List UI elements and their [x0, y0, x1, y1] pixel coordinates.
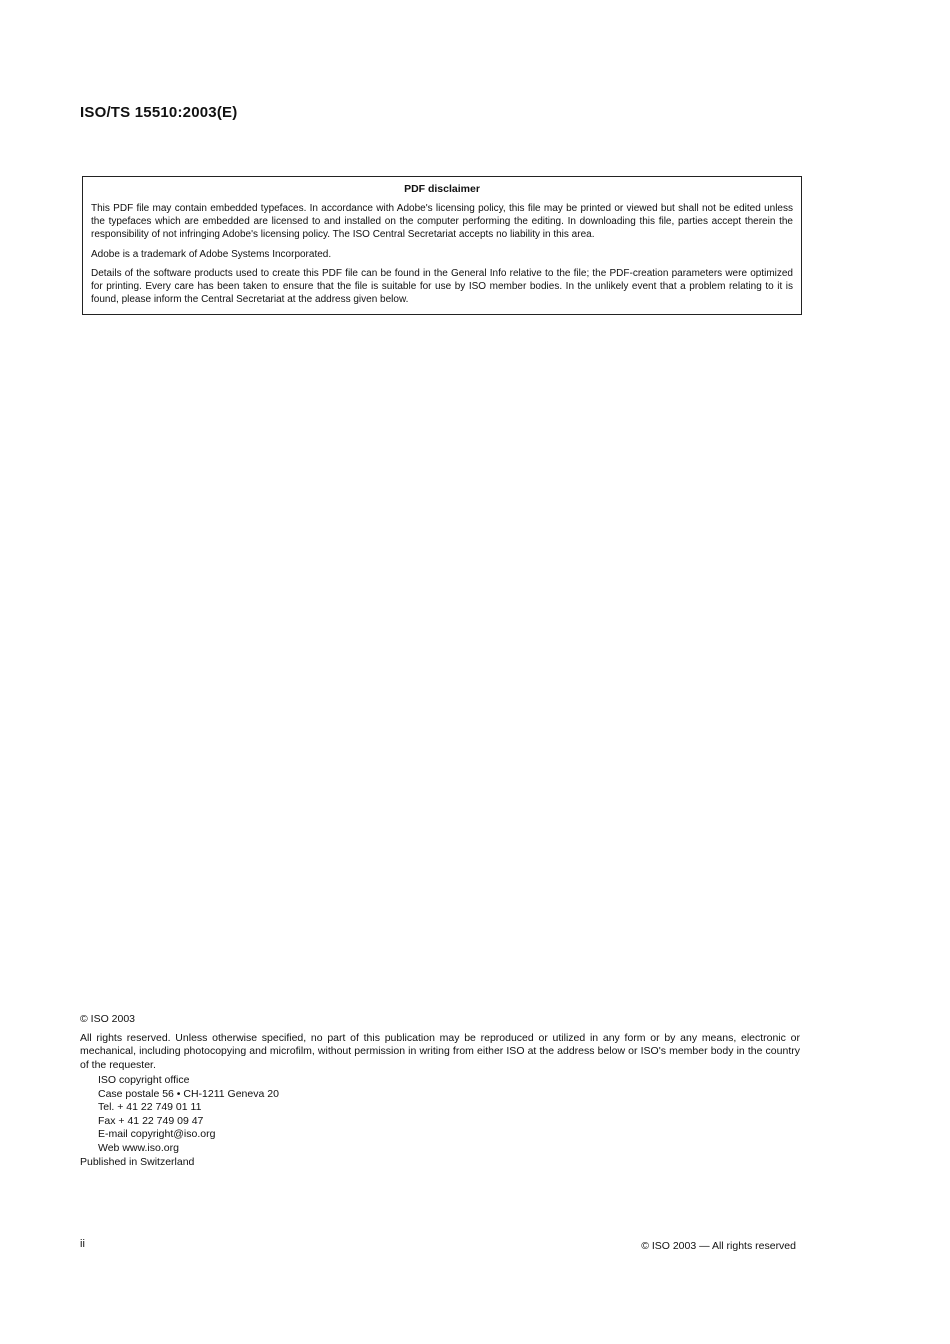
- footer-copyright: © ISO 2003 — All rights reserved: [641, 1240, 796, 1252]
- disclaimer-paragraph: This PDF file may contain embedded typefaces. In accordance with Adobe's licensing policy, this file may be printed or viewed but shall not be edited unless the typefaces which are embedded are licensed to and installed on the computer performing the editing. In downloading this file, parties accept therein the responsibility of not infringing Adobe's licensing policy. The ISO Central Secretariat accepts no liability in this area.: [91, 203, 793, 241]
- disclaimer-paragraph: Adobe is a trademark of Adobe Systems Incorporated.: [91, 248, 332, 260]
- address-block: [80, 1074, 800, 1155]
- address-line: Tel. + 41 22 749 01 11: [98, 1101, 202, 1113]
- published-in: Published in Switzerland: [80, 1156, 195, 1168]
- pdf-disclaimer-box: [82, 176, 802, 315]
- disclaimer-title: PDF disclaimer: [404, 183, 480, 195]
- copyright-notice: © ISO 2003: [80, 1013, 136, 1025]
- address-line: ISO copyright office: [98, 1074, 190, 1086]
- copyright-section: [80, 1013, 800, 1170]
- disclaimer-paragraph: Details of the software products used to create this PDF file can be found in the General Info relative to the file; the PDF-creation parameters were optimized for printing. Every care has been taken to ensure that the file is suitable for use by ISO member bodies. In the unlikely event that a problem relating to it is found, please inform the Central Secretariat at the address given below.: [91, 267, 793, 306]
- rights-statement: All rights reserved. Unless otherwise specified, no part of this publication may be reproduced or utilized in any form or by any means, electronic or mechanical, including photocopying and microfilm, without permission in writing from either ISO at the address below or ISO's member body in the country of the requester.: [80, 1031, 800, 1071]
- page-number: ii: [80, 1238, 85, 1250]
- address-line: Case postale 56 • CH-1211 Geneva 20: [98, 1087, 279, 1100]
- address-line: Web www.iso.org: [98, 1141, 179, 1154]
- address-line: E-mail copyright@iso.org: [98, 1128, 216, 1140]
- document-id: ISO/TS 15510:2003(E): [80, 104, 238, 121]
- address-line: Fax + 41 22 749 09 47: [98, 1114, 204, 1127]
